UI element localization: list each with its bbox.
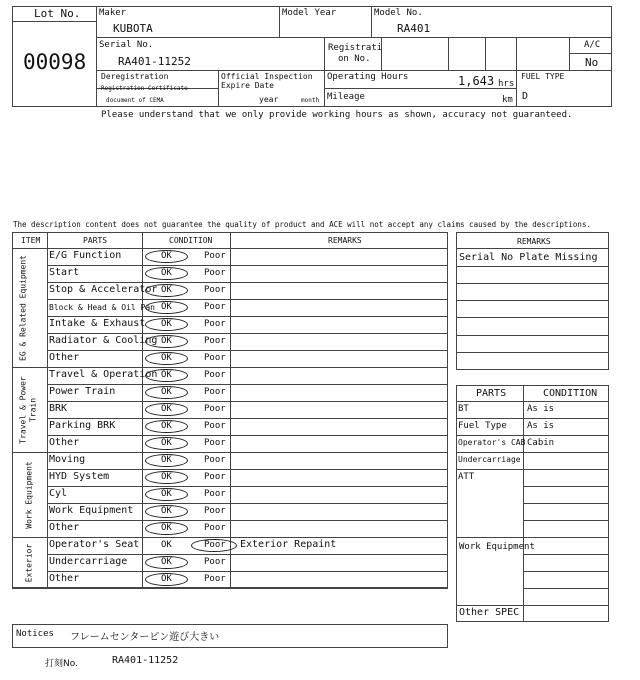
group-label: EG & Related Equipment xyxy=(18,254,28,361)
poor-selected-circle xyxy=(191,539,237,552)
maker-label: Maker xyxy=(99,8,127,18)
ok-option: OK xyxy=(161,319,172,329)
poor-option: Poor xyxy=(204,353,226,363)
model-year-label: Model Year xyxy=(282,8,337,18)
ok-selected-circle xyxy=(145,403,188,416)
notices-label: Notices xyxy=(16,629,54,639)
part-name: Cyl xyxy=(49,488,68,499)
ok-selected-circle xyxy=(145,250,188,263)
ok-option: OK xyxy=(161,557,172,567)
group-label: Work Equipment xyxy=(24,460,34,529)
lot-number: 00098 xyxy=(23,50,87,74)
ok-option: OK xyxy=(161,489,172,499)
year-label: year xyxy=(259,95,279,104)
poor-option: Poor xyxy=(204,455,226,465)
part-name: Start xyxy=(49,267,80,278)
poor-option: Poor xyxy=(204,319,226,329)
col-remarks-header: REMARKS xyxy=(328,236,362,245)
ok-selected-circle xyxy=(145,335,188,348)
month-label: month xyxy=(301,97,320,104)
stamp-value: RA401-11252 xyxy=(112,655,179,666)
ok-selected-circle xyxy=(145,352,188,365)
ok-option: OK xyxy=(161,540,172,550)
part-name: Power Train xyxy=(49,386,116,397)
ok-option: OK xyxy=(161,472,172,482)
part-name: Intake & Exhaust xyxy=(49,318,146,329)
cema-document-label: document of CEMA xyxy=(106,97,164,104)
poor-option: Poor xyxy=(204,421,226,431)
ok-option: OK xyxy=(161,251,172,261)
part-name: Travel & Operation xyxy=(49,369,158,380)
side-part-condition: As is xyxy=(527,421,555,431)
serial-label: Serial No. xyxy=(99,40,154,50)
model-no-label: Model No. xyxy=(374,8,423,18)
ac-label: A/C xyxy=(584,40,601,50)
ok-selected-circle xyxy=(145,420,188,433)
ok-selected-circle xyxy=(145,318,188,331)
ok-selected-circle xyxy=(145,386,188,399)
part-name: Moving xyxy=(49,454,86,465)
poor-option: Poor xyxy=(204,370,226,380)
side-part-name: ATT xyxy=(458,472,475,482)
col-item-header: ITEM xyxy=(21,236,41,245)
ok-selected-circle xyxy=(145,556,188,569)
ok-selected-circle xyxy=(145,454,188,467)
poor-option: Poor xyxy=(204,336,226,346)
fuel-type-label: FUEL TYPE xyxy=(521,72,565,81)
deregistration-label: Deregistration xyxy=(101,72,169,81)
ok-option: OK xyxy=(161,268,172,278)
ok-selected-circle xyxy=(145,488,188,501)
poor-option: Poor xyxy=(204,489,226,499)
part-name: HYD System xyxy=(49,471,110,482)
ok-option: OK xyxy=(161,353,172,363)
ok-option: OK xyxy=(161,506,172,516)
poor-option: Poor xyxy=(204,285,226,295)
ok-option: OK xyxy=(161,523,172,533)
hours-accuracy-note: Please understand that we only provide working hours as shown, accuracy not guaranteed. xyxy=(101,110,573,120)
side-part-name: Undercarriage xyxy=(458,455,521,464)
col-condition-header: CONDITION xyxy=(169,236,213,245)
ok-option: OK xyxy=(161,455,172,465)
serial-value: RA401-11252 xyxy=(118,55,191,68)
group-label: Exterior xyxy=(24,543,34,582)
operating-hours-value: 1,643 xyxy=(458,74,495,88)
ok-selected-circle xyxy=(145,284,188,297)
operating-hours-label: Operating Hours xyxy=(327,72,409,82)
part-name: Other xyxy=(49,573,80,584)
ok-selected-circle xyxy=(145,573,188,586)
side-parts-header: PARTS xyxy=(476,388,507,399)
ok-option: OK xyxy=(161,302,172,312)
part-name: Parking BRK xyxy=(49,420,116,431)
side-part-condition: As is xyxy=(527,404,555,414)
group-label: Travel & Power Train xyxy=(18,375,38,444)
ok-selected-circle xyxy=(145,301,188,314)
ok-option: OK xyxy=(161,370,172,380)
poor-option: Poor xyxy=(204,523,226,533)
part-name: Other xyxy=(49,352,80,363)
poor-option: Poor xyxy=(204,302,226,312)
part-name: Stop & Accelerator xyxy=(49,284,158,295)
registration-label-2: on No. xyxy=(338,54,371,64)
part-name: Other xyxy=(49,522,80,533)
disclaimer-text: The description content does not guarantee the quality of product and ACE will not accept any claims caused by the descriptions. xyxy=(13,220,591,229)
notices-value: フレームセンターピン遊び大きい xyxy=(70,632,220,643)
side-part-name: BT xyxy=(458,404,469,414)
part-name: Block & Head & Oil Pan xyxy=(49,303,155,312)
part-name: Operator's Seat xyxy=(49,539,140,550)
ok-selected-circle xyxy=(145,522,188,535)
ok-selected-circle xyxy=(145,267,188,280)
model-no-value: RA401 xyxy=(397,22,431,35)
registration-certificate-label: Registration Certificate xyxy=(101,85,188,92)
poor-option: Poor xyxy=(204,540,226,550)
side-remarks-header: REMARKS xyxy=(517,237,551,246)
fuel-type-value: D xyxy=(522,91,529,102)
mileage-label: Mileage xyxy=(327,92,365,102)
poor-option: Poor xyxy=(204,268,226,278)
maker-value: KUBOTA xyxy=(113,22,153,35)
side-part-name: Operator's CAB xyxy=(458,438,526,447)
side-remark-first: Serial No Plate Missing xyxy=(459,252,598,263)
ok-option: OK xyxy=(161,336,172,346)
side-work-equipment-label: Work Equipment xyxy=(459,542,535,552)
part-name: Work Equipment xyxy=(49,505,134,516)
poor-option: Poor xyxy=(204,574,226,584)
poor-option: Poor xyxy=(204,506,226,516)
side-condition-header: CONDITION xyxy=(543,388,598,399)
poor-option: Poor xyxy=(204,557,226,567)
part-name: Undercarriage xyxy=(49,556,128,567)
row-remark: Exterior Repaint xyxy=(240,539,337,550)
registration-label-1: Registrati xyxy=(328,43,383,53)
km-unit: km xyxy=(502,95,513,105)
poor-option: Poor xyxy=(204,251,226,261)
part-name: Other xyxy=(49,437,80,448)
ok-selected-circle xyxy=(145,437,188,450)
part-name: BRK xyxy=(49,403,68,414)
side-part-condition: Cabin xyxy=(527,438,555,448)
poor-option: Poor xyxy=(204,387,226,397)
part-name: E/G Function xyxy=(49,250,122,261)
lot-label: Lot No. xyxy=(34,7,81,20)
inspection-label-1: Official Inspection xyxy=(221,72,313,81)
side-part-name: Fuel Type xyxy=(458,421,507,431)
ok-selected-circle xyxy=(145,369,188,382)
ok-option: OK xyxy=(161,285,172,295)
poor-option: Poor xyxy=(204,438,226,448)
ok-selected-circle xyxy=(145,471,188,484)
ok-selected-circle xyxy=(145,505,188,518)
ok-option: OK xyxy=(161,404,172,414)
part-name: Radiator & Cooling xyxy=(49,335,158,346)
inspection-label-2: Expire Date xyxy=(221,81,274,90)
ok-option: OK xyxy=(161,438,172,448)
hours-unit: hrs xyxy=(498,79,515,89)
poor-option: Poor xyxy=(204,404,226,414)
ac-value: No xyxy=(585,56,599,69)
poor-option: Poor xyxy=(204,472,226,482)
ok-option: OK xyxy=(161,421,172,431)
ok-option: OK xyxy=(161,387,172,397)
ok-option: OK xyxy=(161,574,172,584)
stamp-label: 打刻No. xyxy=(45,659,78,669)
side-other-spec-label: Other SPEC xyxy=(459,607,520,618)
col-parts-header: PARTS xyxy=(83,236,108,245)
